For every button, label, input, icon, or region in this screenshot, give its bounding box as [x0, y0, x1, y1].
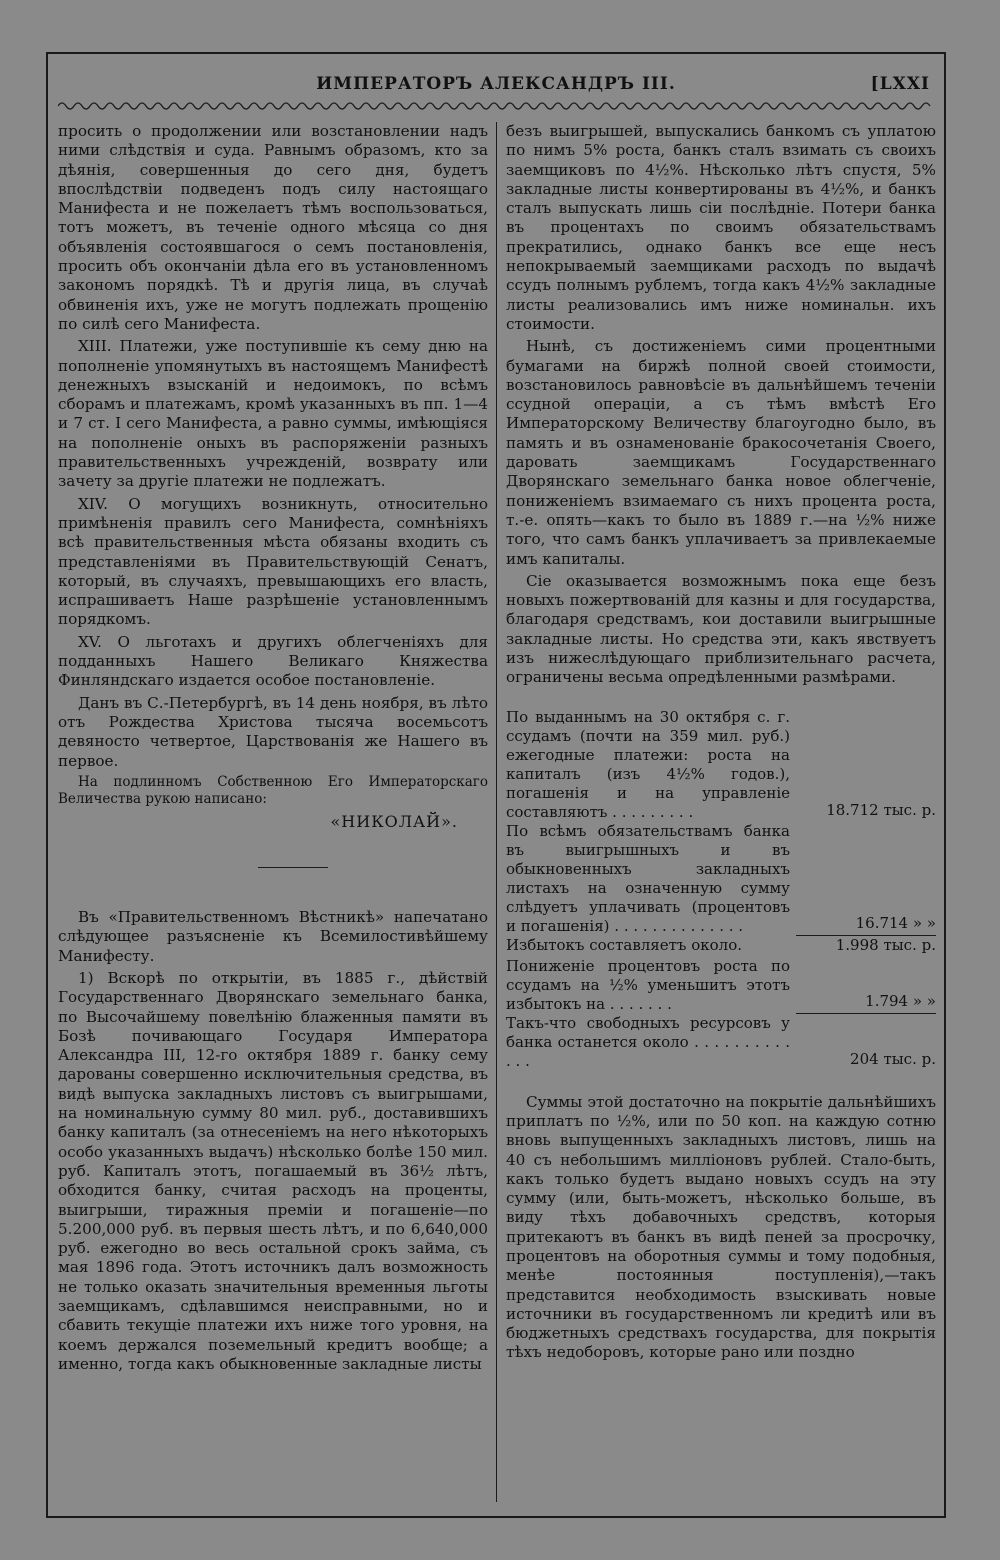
paragraph-intro: Въ «Правительственномъ Вѣстникѣ» напечатано слѣдующее разъясненіе къ Всемилостивѣйшему Манифесту.	[58, 908, 488, 965]
calc-amount: 204 тыс. р.	[850, 1049, 936, 1068]
calc-amount: 18.712 тыс. р.	[826, 800, 936, 819]
right-column	[506, 122, 936, 1366]
page-frame	[46, 52, 946, 1518]
section-separator	[258, 867, 328, 868]
column-divider	[496, 122, 497, 1502]
paragraph-article-xiii: XIII. Платежи, уже поступившіе къ сему дню на пополненіе упомянутыхъ въ настоящемъ Манифестѣ денежныхъ взысканій и недоимокъ, по всѣмъ сборамъ и платежамъ, кромѣ указанныхъ въ пп. 1—4 и 7 ст. I сего Манифеста, а равно суммы, имѣющіяся на пополненіе оныхъ въ распоряженіи разныхъ правительственныхъ учрежденій, возврату или зачету за другіе платежи не подлежатъ.	[58, 337, 488, 491]
paragraph: Нынѣ, съ достиженіемъ сими процентными бумагами на биржѣ полной своей стоимости, возстановилось равновѣсіе въ дальнѣйшемъ теченіи ссудной операціи, а съ тѣмъ вмѣстѣ Его Императорскому Величеству благоугодно было, въ память и въ ознаменованіе бракосочетанія Своего, даровать заемщикамъ Государственнаго Дворянскаго земельнаго банка новое облегченіе, пониженіемъ взимаемаго съ нихъ процента роста, т.-е. опять—какъ то было въ 1889 г.—на ½% ниже того, что самъ банкъ уплачиваетъ за привлекаемые имъ капиталы.	[506, 337, 936, 568]
paragraph: Суммы этой достаточно на покрытіе дальнѣйшихъ приплатъ по ½%, или по 50 коп. на каждую сотню вновь выпущенныхъ закладныхъ листовъ, лишь на 40 съ небольшимъ милліоновъ рублей. Стало-быть, какъ только будетъ выдано новыхъ ссудъ на эту сумму (или, быть-можетъ, нѣсколько больше, въ виду тѣхъ добавочныхъ средствъ, которыя притекаютъ въ банкъ въ видѣ пеней за просрочку, процентовъ на оборотныя суммы и тому подобныя, менѣе постоянныя поступленія),—такъ представится необходимость взыскивать новые источники въ государственномъ ли кредитѣ или въ бюджетныхъ средствахъ государства, для покрытія тѣхъ недоборовъ, которые рано или поздно	[506, 1092, 936, 1362]
paragraph-point-1: 1) Вскорѣ по открытіи, въ 1885 г., дѣйствій Государственнаго Дворянскаго земельнаго банка, по Высочайшему повелѣнію блаженныя памяти въ Бозѣ почивающаго Государя Императора Александра III, 12-го октября 1889 г. банку сему дарованы совершенно исключительныя средства, въ видѣ выпуска закладныхъ листовъ съ выигрышами, на номинальную сумму 80 мил. руб., доставившихъ банку капиталъ (за отнесеніемъ на него нѣкоторыхъ особо указанныхъ выдачъ) нѣсколько болѣе 150 мил. руб. Капиталъ этотъ, погашаемый въ 36½ лѣтъ, обходится банку, считая расходъ на проценты, выигрыши, тиражныя преміи и погашеніе—по 5.200,000 руб. въ первыя шесть лѣтъ, и по 6,640,000 руб. ежегодно во весь остальной срокъ займа, съ мая 1896 года. Этотъ источникъ далъ возможность не только оказать значительныя временныя льготы заемщикамъ, сдѣлавшимся неисправными, но и сбавить текущіе платежи ихъ ниже того уровня, на коемъ держался поземельный кредитъ вообще; а именно, тогда какъ обыкновенные закладные листы	[58, 968, 488, 1373]
running-title: ИМПЕРАТОРЪ АЛЕКСАНДРЪ III.	[316, 74, 676, 94]
paragraph: Сіе оказывается возможнымъ пока еще безъ новыхъ пожертвованій для казны и для государства, благодаря средствамъ, кои доставили выигрышные закладные листы. Но средства эти, какъ явствуетъ изъ нижеслѣдующаго приблизительнаго расчета, ограничены весьма опредѣленными размѣрами.	[506, 571, 936, 687]
calc-desc: По выданнымъ на 30 октября с. г. ссудамъ (почти на 359 мил. руб.) ежегодные платежи: роста на капиталъ (изъ 4½% годов.), погашенія и на управленіе составляютъ . . . . . . . . .	[506, 707, 790, 821]
paragraph: безъ выигрышей, выпускались банкомъ съ уплатою по нимъ 5% роста, банкъ сталъ взимать съ своихъ заемщиковъ по 4½%. Нѣсколько лѣтъ спустя, 5% закладные листы конвертированы въ 4½%, и банкъ сталъ выпускать лишь сіи послѣдніе. Потери банка въ процентахъ по своимъ обязательствамъ прекратились, однако банкъ все еще несъ непокрываемый заемщиками расходъ по выдачѣ ссудъ полнымъ рублемъ, тогда какъ 4½% закладные листы реализовались имъ ниже номинальн. ихъ стоимости.	[506, 122, 936, 333]
signature-note: На подлинномъ Собственною Его Императорскаго Величества рукою написано:	[58, 773, 488, 807]
calc-amount: 1.794 » »	[796, 957, 936, 1014]
paragraph: просить о продолжении или возстановлении надъ ними слѣдствія и суда. Равнымъ образомъ, кто за дѣянія, совершенныя до сего дня, будетъ впослѣдствіи подведенъ подъ силу настоящаго Манифеста и не пожелаетъ тѣмъ воспользоваться, тотъ можетъ, въ теченіе одного мѣсяца со дня объявленія состоявшагося о семъ постановленія, просить объ окончаніи дѣла его въ установленномъ закономъ порядкѣ. Тѣ и другія лица, въ случаѣ обвиненія ихъ, уже не могутъ подлежать прощенію по силѣ сего Манифеста.	[58, 122, 488, 333]
calc-amount: 16.714 » »	[796, 822, 936, 936]
paragraph-article-xiv: XIV. О могущихъ возникнуть, относительно примѣненія правилъ сего Манифеста, сомнѣніяхъ всѣ правительственныя мѣста обязаны входить съ представленіями въ Правительствующій Сенатъ, который, въ случаяхъ, превышающихъ его власть, испрашиваетъ Наше разрѣшеніе установленнымъ порядкомъ.	[58, 494, 488, 629]
calculation-table	[506, 708, 936, 1071]
calc-desc: Избытокъ составляетъ около.	[506, 935, 743, 954]
calc-amount: 1.998 тыс. р.	[835, 935, 936, 954]
paragraph-date: Данъ въ С.-Петербургѣ, въ 14 день ноября, въ лѣто отъ Рождества Христова тысяча восемьсотъ девяносто четвертое, Царствованія же Нашего въ первое.	[58, 693, 488, 770]
signature-name: «НИКОЛАЙ».	[330, 811, 458, 831]
paragraph-article-xv: XV. О льготахъ и другихъ облегченіяхъ для подданныхъ Нашего Великаго Княжества Финляндскаго издается особое постановленіе.	[58, 632, 488, 690]
calc-desc: Такъ-что свободныхъ ресурсовъ у банка останется около . . . . . . . . . . . . .	[506, 1013, 790, 1070]
calc-desc: Пониженіе процентовъ роста по ссудамъ на ½% уменьшитъ этотъ избытокъ на . . . . . . .	[506, 956, 790, 1013]
calc-desc: По всѣмъ обязательствамъ банка въ выигрышныхъ и въ обыкновенныхъ закладныхъ листахъ на означенную сумму слѣдуетъ уплачивать (процентовъ и погашенія) . . . . . . . . . . . . . .	[506, 821, 790, 935]
left-column	[58, 122, 488, 1377]
wavy-rule	[58, 100, 934, 112]
page-number: [LXXI	[870, 74, 930, 94]
